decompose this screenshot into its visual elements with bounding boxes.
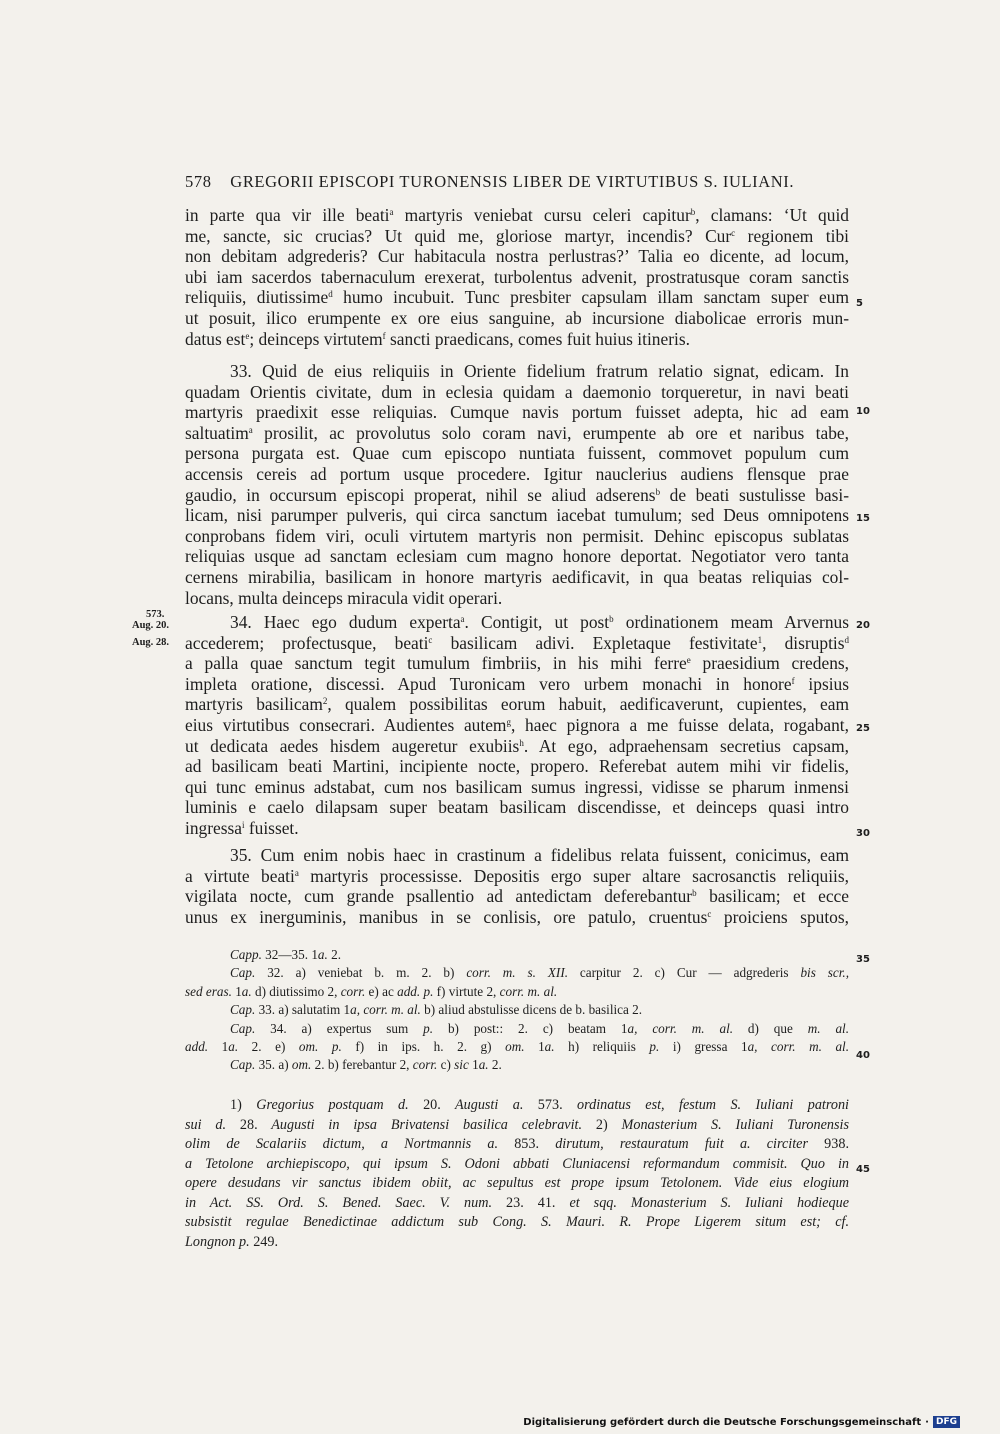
text-line: qui tunc eminus adstabat, cum nos basilicam sumus ingressi, vidisse se pharum inmensi bbox=[185, 776, 849, 797]
margin-date: Aug. 20. bbox=[132, 620, 170, 631]
text-line: 34. Haec ego dudum experta$^a$. Contigit, ut post$^b$ ordinationem meam Arvernus bbox=[230, 612, 849, 632]
apparatus-line: Cap. 34. a) expertus sum p. b) post:: 2. c) beatam 1a, corr. m. al. d) que m. al. bbox=[230, 1020, 850, 1036]
running-title: GREGORII EPISCOPI TURONENSIS LIBER DE VIRTUTIBUS S. IULIANI. bbox=[230, 172, 795, 191]
text-line: ad basilicam beati Martini, incipiente nocte, propero. Referebat autem mihi vir fidelis, bbox=[185, 756, 849, 777]
text-line: licam, nisi parumper pulveris, qui circa sanctum iacebat tumulum; sed Deus omnipotens bbox=[185, 505, 849, 526]
text-line: ubi iam sacerdos tabernaculum erexerat, turbolentus advenit, prostratusque coram sanctis bbox=[185, 266, 849, 287]
apparatus-line: Cap. 33. a) salutatim 1a, corr. m. al. b) aliud abstulisse dicens de b. basilica 2. bbox=[230, 1002, 643, 1018]
apparatus-line: add. 1a. 2. e) om. p. f) in ips. h. 2. g) om. 1a. h) reliquiis p. i) gressa 1a, corr. m. al. bbox=[185, 1039, 850, 1055]
text-line: cernens mirabilia, basilicam in honore martyris aedificavit, in qua beatas reliquias col- bbox=[185, 566, 849, 587]
apparatus-line: Cap. 32. a) veniebat b. m. 2. b) corr. m. s. XII. carpitur 2. c) Cur — adgrederis bis scr., bbox=[230, 965, 850, 981]
critical-apparatus bbox=[185, 946, 849, 1075]
text-line: ingressa$^i$ fuisset. bbox=[185, 817, 299, 838]
chapter-32-end bbox=[185, 205, 849, 349]
text-line: ut dedicata aedes hisdem augeretur exubiis$^h$. At ego, adpraehensam secretius capsam, bbox=[185, 735, 849, 756]
credit-text: Digitalisierung gefördert durch die Deutsche Forschungsgemeinschaft bbox=[523, 1416, 922, 1428]
footnotes bbox=[185, 1096, 849, 1252]
text-line: conprobans fidem viri, oculi virtutem martyris non permisit. Dehinc episcopus sublatas bbox=[185, 525, 849, 546]
text-line: ut posuit, ilico erumpente ex ore eius sanguine, ab incursione diabolicae erroris mun- bbox=[185, 307, 849, 328]
footnote-line: sui d. 28. Augusti in ipsa Brivatensi basilica celebravit. 2) Monasterium S. Iuliani Turonensis bbox=[185, 1116, 849, 1133]
dfg-logo: DFG bbox=[933, 1416, 960, 1428]
text-line: persona purgata est. Quae cum episcopo nuntiata fuissent, commovet populum cum bbox=[185, 443, 849, 464]
line-number: 5 bbox=[856, 298, 863, 309]
text-line: reliquiis, diutissime$^d$ humo incubuit. Tunc presbiter capsulam illam sanctam super eum bbox=[185, 287, 849, 308]
line-number: 45 bbox=[856, 1164, 870, 1175]
apparatus-line: Cap. 35. a) om. 2. b) ferebantur 2, corr. c) sic 1a. 2. bbox=[230, 1057, 502, 1073]
text-line: saltuatim$^a$ prosilit, ac provolutus solo coram navi, erumpente ab ore et naribus tabe, bbox=[185, 422, 849, 443]
text-line: impleta oratione, discessi. Apud Turonicam vero urbem monachi in honore$^f$ ipsius bbox=[185, 673, 850, 694]
text-line: datus est$^e$; deinceps virtutem$^f$ sancti praedicans, comes fuit huius itineris. bbox=[185, 328, 690, 349]
apparatus-line: Capp. 32—35. 1a. 2. bbox=[230, 947, 341, 962]
text-line: unus ex inerguminis, manibus in se conlisis, ore patulo, cruentus$^c$ proiciens sputos, bbox=[185, 906, 849, 927]
text-line: reliquias usque ad sanctam eclesiam cum magno honore deportat. Negotiator vero tanta bbox=[185, 546, 849, 567]
text-line: a virtute beati$^a$ martyris processisse. Depositis ergo super altare sacrosanctis reliquiis, bbox=[185, 865, 849, 886]
line-number: 25 bbox=[856, 723, 870, 734]
text-line: non debitam adgrederis? Cur habitacula nostra perlustras?’ Talia eo dicente, ad locum, bbox=[185, 246, 849, 267]
footnote-line: olim de Scalariis dictum, a Nortmannis a. 853. dirutum, restauratum fuit a. circiter 938. bbox=[185, 1136, 849, 1152]
page-number: 578 bbox=[185, 172, 212, 191]
footnote-line: a Tetolone archiepiscopo, qui ipsum S. Odoni abbati Cluniacensi reformandum commisit. Quo in bbox=[185, 1155, 849, 1172]
line-number: 20 bbox=[856, 620, 870, 631]
apparatus-line: sed eras. 1a. d) diutissimo 2, corr. e) ac add. p. f) virtute 2, corr. m. al. bbox=[185, 983, 558, 999]
line-number: 15 bbox=[856, 513, 870, 524]
footnote-line: in Act. SS. Ord. S. Bened. Saec. V. num. 23. 41. et sqq. Monasterium S. Iuliani hodieque bbox=[185, 1194, 849, 1211]
text-line: vigilata nocte, cum grande psallentio ad antedictam deferebantur$^b$ basilicam; et ecce bbox=[185, 886, 849, 907]
line-number: 10 bbox=[856, 406, 870, 417]
text-line: locans, multa deinceps miracula vidit operari. bbox=[185, 587, 503, 608]
chapter-34 bbox=[185, 612, 849, 839]
margin-note bbox=[132, 609, 182, 631]
text-line: eius virtutibus consecrari. Audientes autem$^g$, haec pignora a me fuisse delata, rogabant, bbox=[185, 714, 849, 735]
text-line: martyris praedixit esse reliquias. Cumque navis portum fuisset adepta, hic ad eam bbox=[185, 402, 849, 423]
chapter-35 bbox=[185, 845, 849, 927]
digitization-credit: Digitalisierung gefördert durch die Deutsche Forschungsgemeinschaft · DFG bbox=[523, 1416, 960, 1428]
footnote-line: opere desudans vir sanctus ibidem obiit, ac sepultus est prope ipsum Tetolonem. Vide eius elogium bbox=[185, 1175, 849, 1191]
line-number: 35 bbox=[856, 954, 870, 965]
footnote-line: subsistit regulae Benedictinae addictum sub Cong. S. Mauri. R. Prope Ligerem situm est; cf. bbox=[185, 1214, 849, 1230]
text-line: quadam Orientis civitate, dum in eclesia quidam a daemonio torqueretur, in navi beati bbox=[185, 381, 849, 402]
footnote-line: 1) Gregorius postquam d. 20. Augusti a. 573. ordinatus est, festum S. Iuliani patroni bbox=[230, 1097, 849, 1113]
chapter-33 bbox=[185, 361, 849, 608]
text-line: 33. Quid de eius reliquiis in Oriente fidelium fratrum relatio signat, edicam. In bbox=[230, 361, 849, 381]
text-line: me, sancte, sic crucias? Ut quid me, gloriose martyr, incendis? Cur$^c$ regionem tibi bbox=[185, 225, 849, 246]
footnote-line: Longnon p. 249. bbox=[185, 1233, 279, 1250]
line-number: 40 bbox=[856, 1050, 870, 1061]
running-header bbox=[185, 172, 885, 192]
text-line: luminis e caelo dilapsam super beatam basilicam discendisse, et deinceps quasi intro bbox=[185, 797, 849, 818]
text-line: martyris basilicam$^2$, qualem possibilitas eorum habuit, aedificaverunt, cupientes, eam bbox=[185, 694, 849, 715]
line-number: 30 bbox=[856, 828, 870, 839]
margin-date: Aug. 28. bbox=[132, 637, 170, 648]
margin-year: 573. bbox=[146, 609, 165, 620]
text-line: in parte qua vir ille beati$^a$ martyris veniebat cursu celeri capitur$^b$, clamans: ‘Ut quid bbox=[185, 205, 849, 225]
text-line: 35. Cum enim nobis haec in crastinum a fidelibus relata fuissent, conicimus, eam bbox=[230, 845, 849, 865]
text-line: accensis cereis ad portum usque procedere. Igitur nauclerius audiens flensque prae bbox=[185, 463, 849, 484]
text-line: a palla quae sanctum tegit tumulum fimbriis, in his mihi ferre$^e$ praesidium credens, bbox=[185, 653, 849, 674]
text-line: accederem; profectusque, beati$^c$ basilicam adivi. Expletaque festivitate$^1$, disruptis$^d$ bbox=[185, 632, 850, 653]
text-line: gaudio, in occursum episcopi properat, nihil se aliud adserens$^b$ de beati sustulisse basi- bbox=[185, 484, 849, 505]
